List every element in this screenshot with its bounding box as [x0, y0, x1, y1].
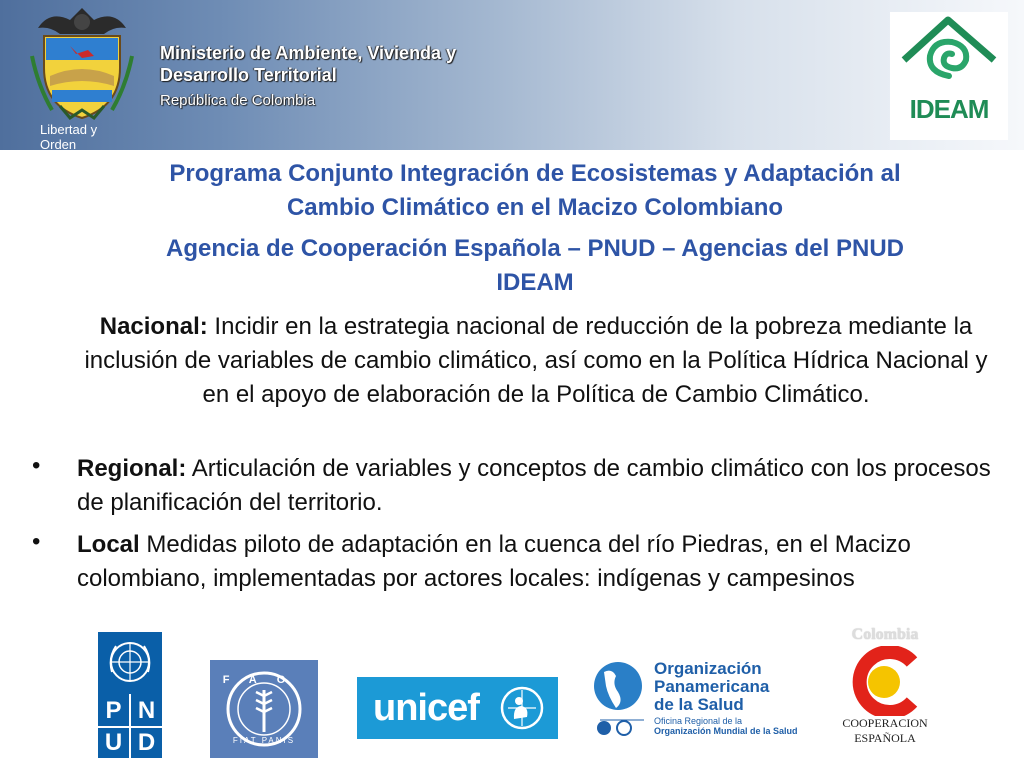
unicef-text: unicef	[373, 687, 479, 729]
nacional-label: Nacional:	[99, 313, 208, 340]
paho-globe-icon	[590, 658, 650, 738]
regional-paragraph	[77, 452, 997, 520]
pnud-letter-p: P	[105, 697, 122, 724]
agencies-title	[60, 232, 1010, 300]
cooperacion-espanola-c-icon	[830, 646, 940, 716]
nacional-paragraph	[76, 310, 996, 412]
ideam-logo-text: IDEAM	[909, 94, 989, 124]
unicef-mother-child-icon	[499, 685, 545, 731]
ops-sub-line-1: Oficina Regional de la	[654, 716, 743, 726]
ideam-logo	[890, 12, 1008, 140]
cooperacion-espanola-logo	[830, 620, 940, 750]
pnud-letter-u: U	[104, 729, 123, 756]
agencies-title-line-1: Agencia de Cooperación Española – PNUD – Agencias del PNUD	[166, 235, 904, 262]
ideam-spiral-icon	[890, 12, 1008, 92]
fao-text: FAO	[222, 674, 306, 686]
program-title	[60, 157, 1010, 225]
fao-logo	[210, 660, 318, 758]
local-text: Medidas piloto de adaptación en la cuenca del río Piedras, en el Macizo colombiano, implementadas por actores locales: indígenas y campesinos	[77, 531, 911, 592]
un-emblem-icon	[98, 632, 162, 694]
header-banner	[0, 0, 1024, 150]
bullet-regional: •	[32, 452, 41, 479]
local-label: Local	[77, 531, 140, 558]
ops-sub-line-2: Organización Mundial de la Salud	[654, 726, 798, 736]
ministry-name-block	[160, 42, 456, 112]
coop-country: Colombia	[851, 626, 919, 643]
fao-motto: FIAT PANIS	[232, 736, 296, 745]
ministry-line-1: Ministerio de Ambiente, Vivienda y	[160, 43, 457, 63]
local-paragraph	[77, 528, 997, 596]
pnud-letter-d: D	[137, 729, 156, 756]
coop-line-1: COOPERACION	[842, 716, 928, 730]
motto-text: Libertad y Orden	[40, 122, 98, 152]
regional-label: Regional:	[77, 455, 187, 482]
republic-text: República de Colombia	[160, 92, 316, 109]
ops-logo	[590, 658, 800, 738]
program-title-line-2: Cambio Climático en el Macizo Colombiano	[286, 194, 784, 221]
nacional-text: Incidir en la estrategia nacional de reducción de la pobreza mediante la inclusión de variables de cambio climático, así como en la Política Hídrica Nacional y en el apoyo de elaboración de la Política de Cambio Climático.	[84, 313, 988, 408]
ops-subtitle	[654, 716, 802, 736]
ops-name: Organización Panamericana de la Salud	[654, 659, 770, 714]
program-title-line-1: Programa Conjunto Integración de Ecosistemas y Adaptación al	[169, 160, 901, 187]
coop-line-2: ESPAÑOLA	[854, 731, 916, 745]
regional-text: Articulación de variables y conceptos de cambio climático con los procesos de planificación del territorio.	[77, 455, 991, 516]
pnud-letter-n: N	[137, 697, 156, 724]
unicef-logo	[357, 677, 558, 739]
ministry-line-2: Desarrollo Territorial	[160, 65, 337, 85]
bullet-local: •	[32, 528, 41, 555]
colombia-coat-of-arms-icon	[30, 6, 134, 152]
pnud-logo	[98, 632, 162, 758]
agencies-title-line-2: IDEAM	[496, 269, 574, 296]
